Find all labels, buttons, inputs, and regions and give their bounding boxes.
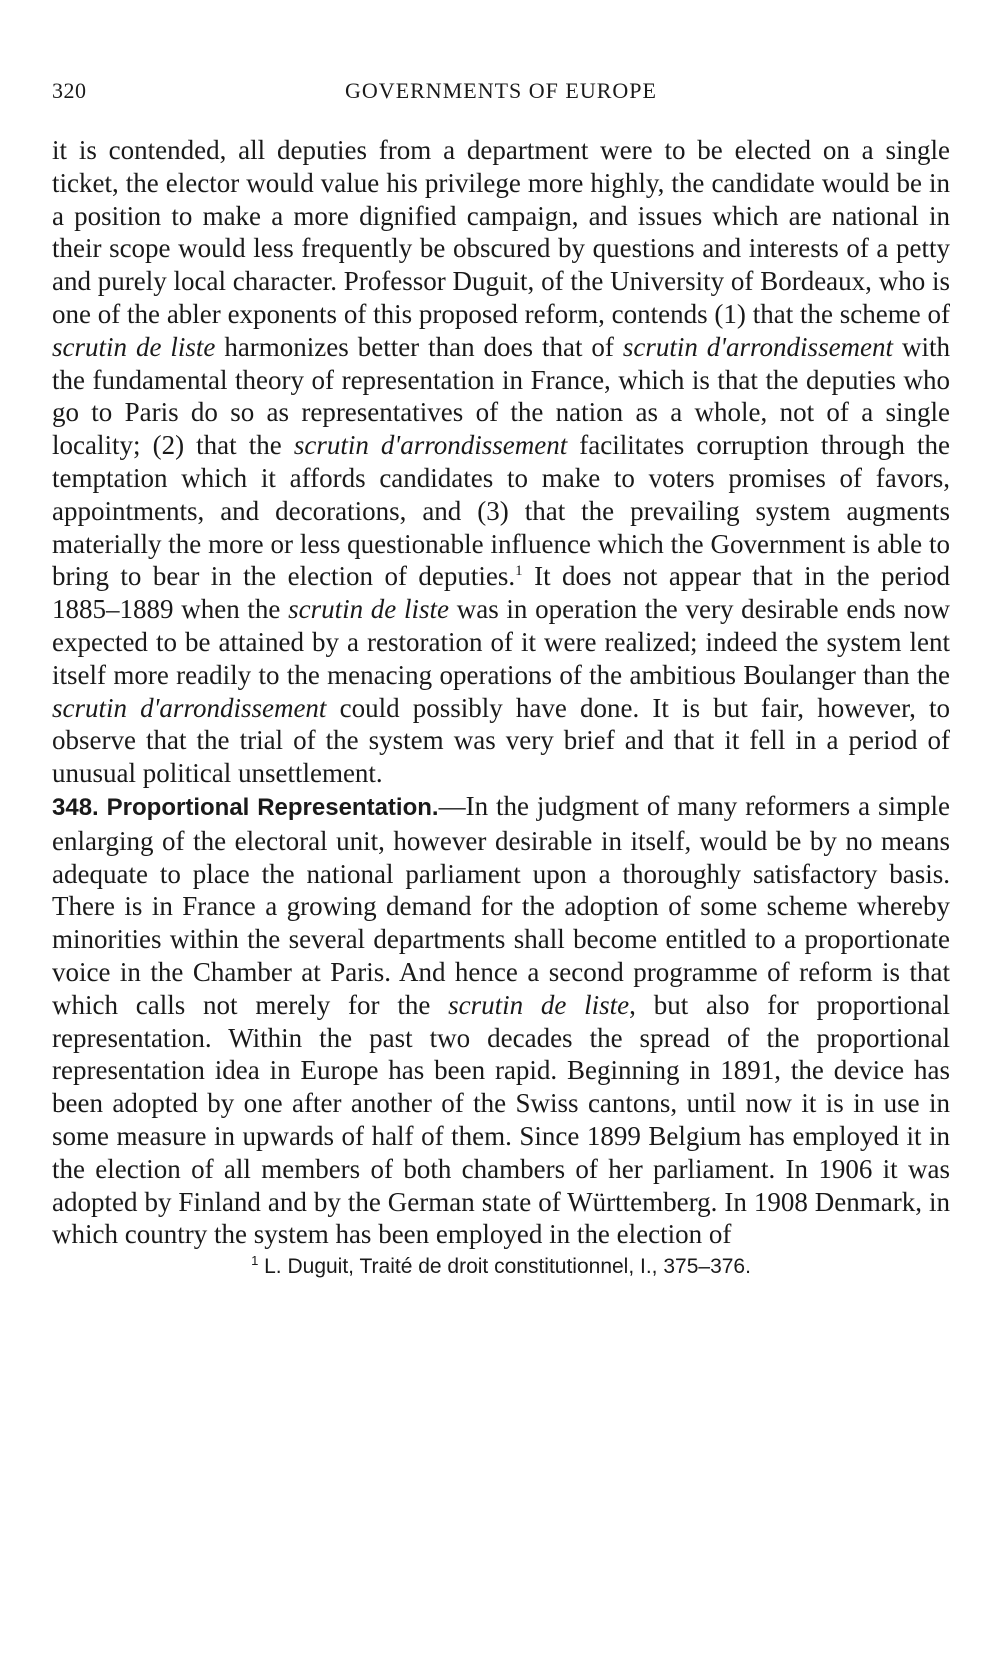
text-run: —In the judgment of many reformers a simple enlarging of the electoral unit, however desirable in itself, would be by no means adequate to place the national parliament upon a thoroughly satisfactory basis. There is in France a growing demand for the adoption of some scheme whereby minorities within the several departments shall become entitled to a proportionate voice in the Chamber at Paris. And hence a second programme of reform is that which calls not merely for the — [52, 790, 951, 1020]
footnote — [52, 1255, 950, 1279]
text-run: it is contended, all deputies from a department were to be elected on a single ticket, the elector would value his privilege more highly, the candidate would be in a position to make a more dignified campaign, and issues which are national in their scope would less frequently be obscured by questions and interests of a petty and purely local character. Professor Duguit, of the University of Bordeaux, who is one of the abler exponents of this proposed reform, contends (1) that the scheme of — [52, 135, 950, 329]
footnote-reference: 1 — [515, 563, 523, 580]
text-run: was in operation the very desirable ends now expected to be attained by a restoration of it were realized; indeed the system lent itself more readily to the menacing operations of the ambitious Boulanger than the — [52, 594, 951, 690]
text-run: facilitates corruption through the temptation which it affords candidates to make to voters promises of favors, appointments, and decorations, and (3) that the prevailing system augments materially the more or less questionable influence which the Government is able to bring to bear in the election of deputies. — [52, 430, 950, 592]
italic-term: scrutin d'arrondissement — [622, 331, 894, 362]
section-title: Proportional Representation. — [106, 793, 439, 821]
text-run: It does not appear that in the period 1885–1889 when the — [52, 561, 950, 625]
body-text — [52, 134, 950, 1251]
italic-term: scrutin de liste — [448, 989, 630, 1020]
text-run: harmonizes better than does that of — [215, 331, 623, 362]
text-run: with the fundamental theory of representation in France, which is that the deputies who go to Paris do so as representatives of the nation as a whole, not of a single locality; (2) that the — [52, 331, 950, 461]
text-run: , but also for proportional representation. Within the past two decades the spread of the proportional representation idea in Europe has been rapid. Beginning in 1891, the device has been adopted by one after another of the Swiss cantons, until now it is in use in some measure in upwards of half of them. Since 1899 Belgium has employed it in the election of all members of both chambers of her parliament. In 1906 it was adopted by Finland and by the German state of Württemberg. In 1908 Denmark, in which country the system has been employed in the election of — [52, 989, 951, 1250]
page-header — [52, 78, 950, 118]
italic-term: scrutin de liste — [52, 331, 216, 362]
italic-term: scrutin de liste — [288, 594, 449, 625]
running-head: GOVERNMENTS OF EUROPE — [345, 78, 657, 103]
footnote-text: L. Duguit, Traité de droit constitutionnel, I., 375–376. — [258, 1255, 751, 1279]
text-run: could possibly have done. It is but fair, however, to observe that the trial of the system was very brief and that it fell in a period of unusual political unsettlement. — [52, 692, 950, 789]
italic-term: scrutin d'arrondissement — [293, 430, 568, 461]
page-number: 320 — [52, 78, 87, 103]
section-number: 348. — [52, 793, 99, 821]
paragraph-proportional-representation — [52, 790, 950, 1251]
paragraph-scrutin-de-liste — [52, 134, 950, 790]
footnote-mark: 1 — [251, 1253, 259, 1269]
italic-term: scrutin d'arrondissement — [52, 692, 327, 723]
